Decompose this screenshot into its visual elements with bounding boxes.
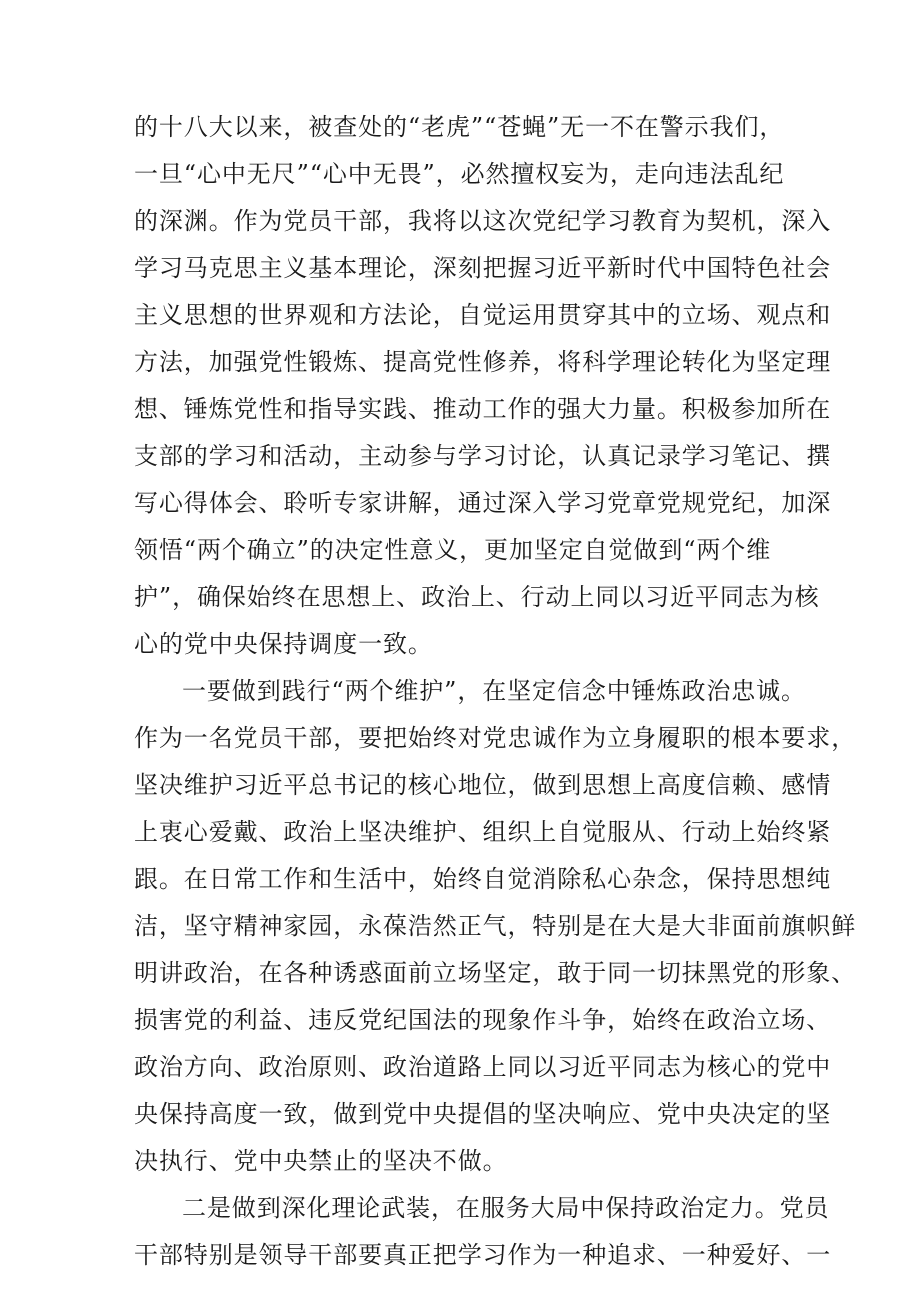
- text-line: 二是做到深化理论武装，在服务大局中保持政治定力。党员: [182, 1194, 830, 1222]
- text-line: 护”，确保始终在思想上、政治上、行动上同以习近平同志为核: [134, 583, 820, 611]
- text-line: 政治方向、政治原则、政治道路上同以习近平同志为核心的党中: [134, 1053, 832, 1081]
- text-line: 一要做到践行“两个维护”，在坚定信念中锤炼政治忠诚。: [182, 677, 806, 705]
- text-line: 想、锤炼党性和指导实践、推动工作的强大力量。积极参加所在: [134, 395, 832, 423]
- paragraph-3: [134, 1185, 832, 1279]
- paragraph-1: [134, 104, 832, 668]
- text-line: 学习马克思主义基本理论，深刻把握习近平新时代中国特色社会: [134, 254, 832, 282]
- text-line: 洁，坚守精神家园，永葆浩然正气，特别是在大是大非面前旗帜鲜: [134, 912, 857, 940]
- text-line: 损害党的利益、违反党纪国法的现象作斗争，始终在政治立场、: [134, 1006, 832, 1034]
- paragraph-2: [134, 668, 857, 1185]
- document-body: [134, 104, 857, 1279]
- text-line: 央保持高度一致，做到党中央提倡的坚决响应、党中央决定的坚: [134, 1100, 832, 1128]
- text-line: 方法，加强党性锻炼、提高党性修养，将科学理论转化为坚定理: [134, 348, 832, 376]
- text-line: 上衷心爱戴、政治上坚决维护、组织上自觉服从、行动上始终紧: [134, 818, 832, 846]
- text-line: 写心得体会、聆听专家讲解，通过深入学习党章党规党纪，加深: [134, 489, 832, 517]
- text-line: 干部特别是领导干部要真正把学习作为一种追求、一种爱好、一: [134, 1241, 832, 1269]
- text-line: 一旦“心中无尺”“心中无畏”，必然擅权妄为，走向违法乱纪: [134, 160, 785, 188]
- text-line: 的深渊。作为党员干部，我将以这次党纪学习教育为契机，深入: [134, 207, 832, 235]
- text-line: 的十八大以来，被查处的“老虎”“苍蝇”无一不在警示我们，: [134, 113, 785, 141]
- text-line: 作为一名党员干部，要把始终对党忠诚作为立身履职的根本要求，: [134, 724, 857, 752]
- text-line: 明讲政治，在各种诱惑面前立场坚定，敢于同一切抹黑党的形象、: [134, 959, 857, 987]
- text-line: 领悟“两个确立”的决定性意义，更加坚定自觉做到“两个维: [134, 536, 772, 564]
- text-line: 支部的学习和活动，主动参与学习讨论，认真记录学习笔记、撰: [134, 442, 832, 470]
- text-line: 决执行、党中央禁止的坚决不做。: [134, 1147, 508, 1175]
- text-line: 心的党中央保持调度一致。: [134, 630, 433, 658]
- text-line: 坚决维护习近平总书记的核心地位，做到思想上高度信赖、感情: [134, 771, 832, 799]
- text-line: 跟。在日常工作和生活中，始终自觉消除私心杂念，保持思想纯: [134, 865, 832, 893]
- text-line: 主义思想的世界观和方法论，自觉运用贯穿其中的立场、观点和: [134, 301, 832, 329]
